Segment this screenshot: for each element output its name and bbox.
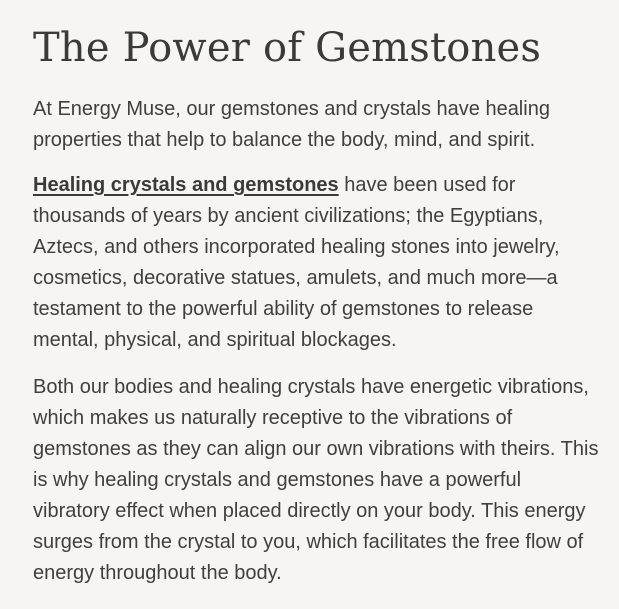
article-content [33, 24, 599, 589]
intro-paragraph: At Energy Muse, our gemstones and crystals have healing properties that help to balance the body, mind, and spirit. [33, 98, 550, 151]
healing-crystals-link[interactable]: Healing crystals and gemstones [33, 174, 339, 196]
history-paragraph-text: have been used for thousands of years by ancient civilizations; the Egyptians, Aztecs, and others incorporated healing stones into jewelry, cosmetics, decorative statues, amulets, and much more—a testament to the powerful ability of gemstones to release mental, physical, and spiritual blockages. [33, 174, 560, 351]
page-title: The Power of Gemstones [33, 25, 542, 71]
history-paragraph [33, 170, 599, 356]
vibrations-paragraph: Both our bodies and healing crystals have energetic vibrations, which makes us naturally receptive to the vibrations of gemstones as they can align our own vibrations with theirs. This is why healing crystals and gemstones have a powerful vibratory effect when placed directly on your body. This energy surges from the crystal to you, which facilitates the free flow of energy throughout the body. [33, 376, 599, 584]
